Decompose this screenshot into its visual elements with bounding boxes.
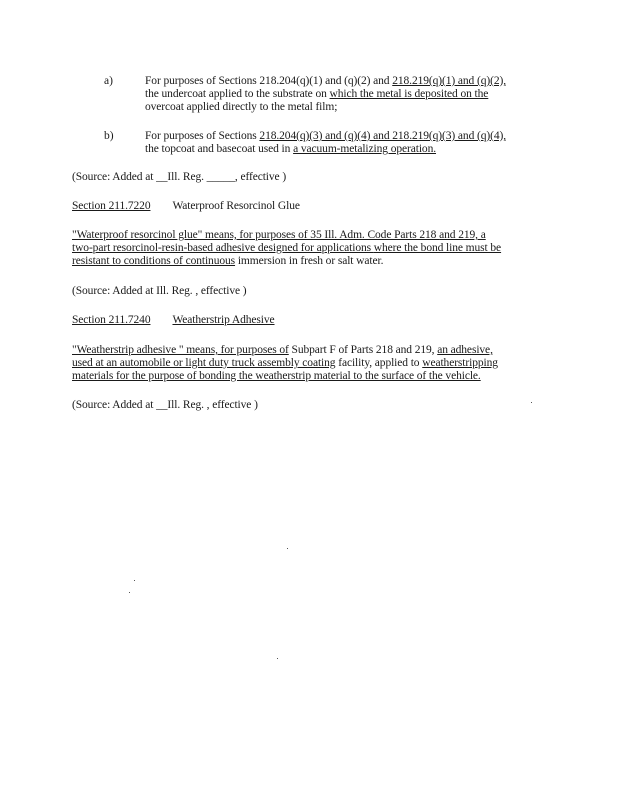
section-7240-title: Weatherstrip Adhesive <box>172 314 275 326</box>
item-b-line-1-text: For purposes of Sections <box>145 130 260 142</box>
scan-speck <box>531 402 532 403</box>
item-b-line-2 <box>145 142 436 156</box>
item-a-line-2-text: the undercoat applied to the substrate on <box>145 88 330 100</box>
section-7220-title: Waterproof Resorcinol Glue <box>172 200 300 212</box>
section-7240-line-3-a: materials for the purpose of bonding the weatherstrip material to the surface of the vehicle. <box>72 370 481 382</box>
item-b-line-2-underlined: a vacuum-metalizing operation. <box>293 143 437 155</box>
section-7220-line-1-b: and 219, a <box>439 229 486 241</box>
item-a-marker: a) <box>104 75 113 87</box>
section-7240-line-2-a: used at an automobile or light duty truck assembly coating <box>72 357 336 369</box>
item-b-line-1-underlined: 218.204(q)(3) and (q)(4) and 218.219(q)(3) and (q)(4), <box>259 130 506 142</box>
item-a-line-1-underlined: 218.219(q)(1) and (q)(2), <box>392 75 506 87</box>
section-7220-line-1 <box>72 228 486 242</box>
section-7240-heading <box>72 313 275 327</box>
section-7240-line-2 <box>72 356 498 370</box>
item-a-line-1 <box>145 74 506 88</box>
item-b-line-2-text: the topcoat and basecoat used in <box>145 143 294 155</box>
section-7240-line-3 <box>72 369 481 383</box>
source-note-3: (Source: Added at __Ill. Reg. , effective ) <box>72 399 258 411</box>
item-a-line-2 <box>145 87 488 101</box>
section-7240-number: Section 211.7240 <box>72 314 151 326</box>
item-a-line-3: overcoat applied directly to the metal film; <box>145 101 338 113</box>
item-b-line-1 <box>145 129 506 143</box>
section-7220-number: Section 211.7220 <box>72 200 151 212</box>
scan-speck <box>277 658 278 659</box>
section-7220-line-1-a: "Waterproof resorcinol glue" means, for purposes of 35 Ill. Adm. Code Parts 218 <box>72 229 440 241</box>
section-7240-line-2-c: weatherstripping <box>422 357 498 369</box>
item-b-marker: b) <box>104 130 114 142</box>
section-7220-line-3-b: immersion in fresh or salt water. <box>235 255 384 267</box>
section-7240-line-1-b: Subpart F of Parts 218 and 219, <box>288 344 438 356</box>
item-a-line-1-text: For purposes of Sections 218.204(q)(1) and (q)(2) and <box>145 75 393 87</box>
scan-speck <box>129 592 130 593</box>
section-7220-line-3-a: resistant to conditions of continuous <box>72 255 236 267</box>
source-note-2: (Source: Added at Ill. Reg. , effective ) <box>72 285 247 297</box>
section-7220-heading <box>72 199 300 213</box>
scan-speck <box>134 580 135 581</box>
source-note-1: (Source: Added at __Ill. Reg. _____, effective ) <box>72 171 287 183</box>
section-7240-line-2-b: facility, applied to <box>335 357 423 369</box>
section-7220-line-2-a: two-part resorcinol-resin-based adhesive designed for applications <box>72 242 374 254</box>
scan-speck <box>287 548 288 549</box>
section-7240-line-1-c: an adhesive, <box>437 344 493 356</box>
section-7240-line-1 <box>72 343 493 357</box>
section-7220-line-2-b: where the bond line must be <box>373 242 502 254</box>
section-7220-line-3 <box>72 254 383 268</box>
section-7240-line-1-a: "Weatherstrip adhesive " means, for purposes of <box>72 344 289 356</box>
section-7220-line-2 <box>72 241 501 255</box>
item-a-line-2-underlined: which the metal is deposited on the <box>329 88 489 100</box>
